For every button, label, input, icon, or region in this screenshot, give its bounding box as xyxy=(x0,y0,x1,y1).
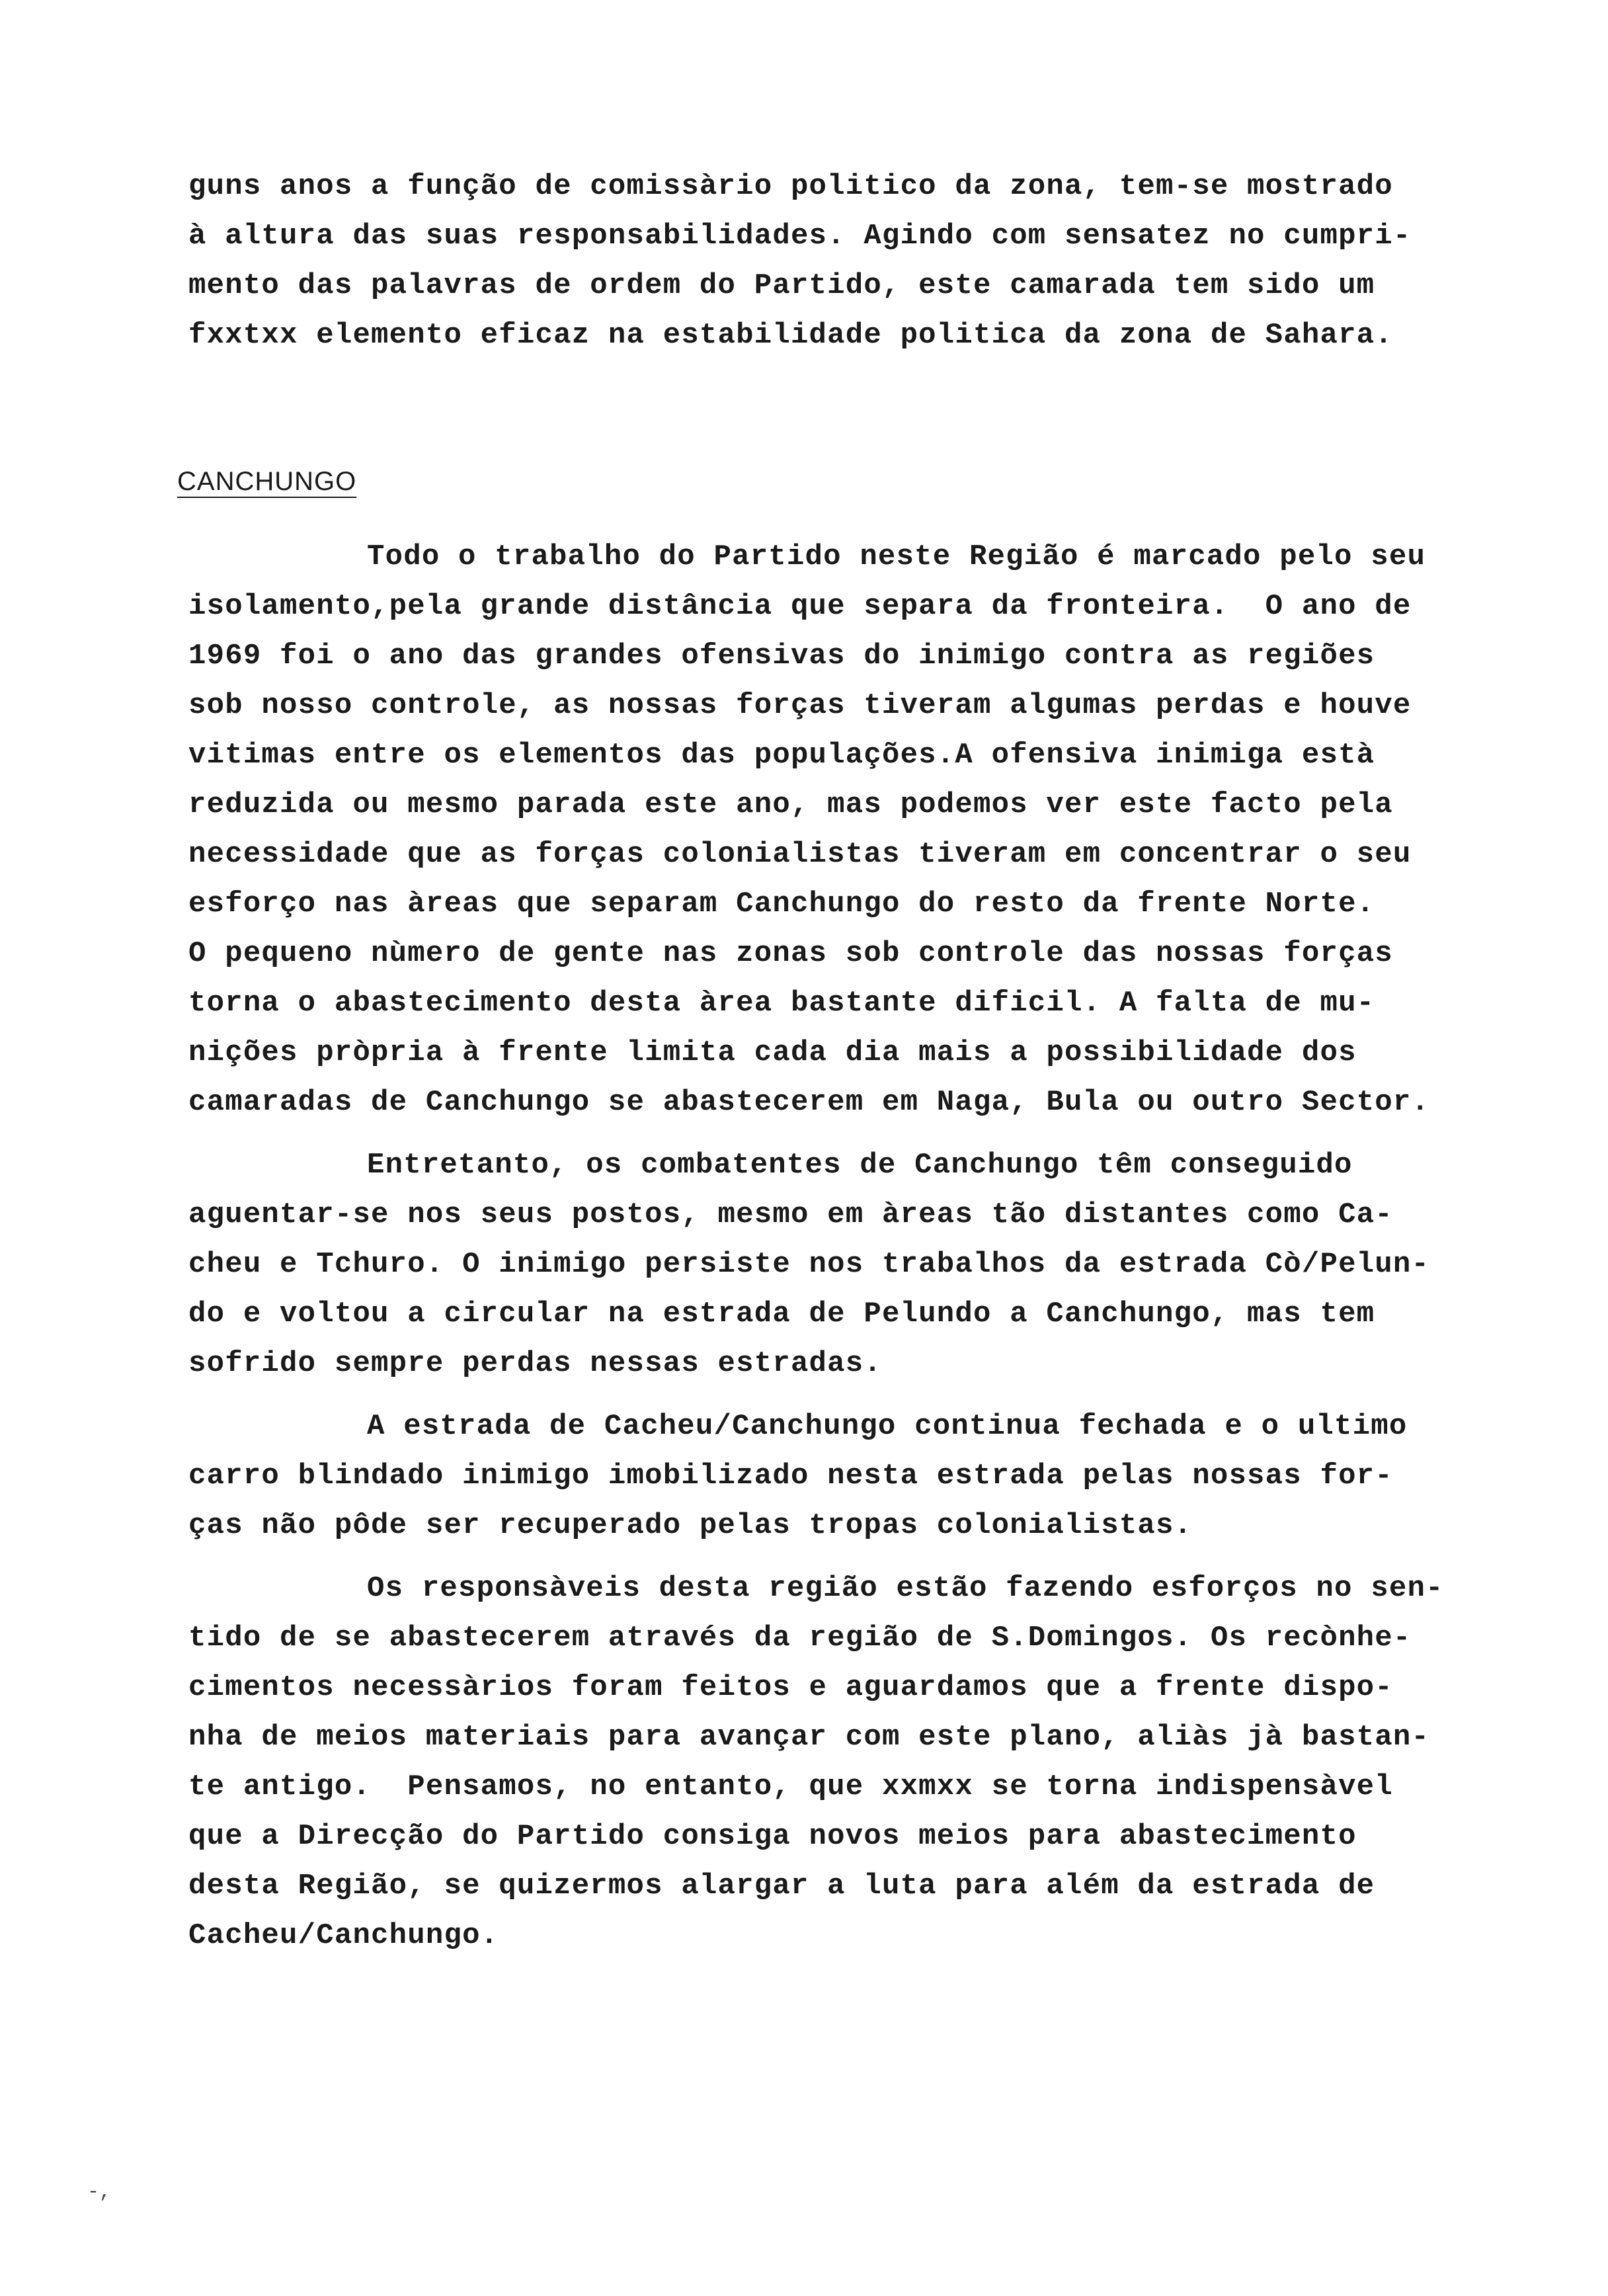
p2-line-11: nições pròpria à frente limita cada dia mais a possibilidade dos xyxy=(188,1036,1357,1069)
p1-line-3: mento das palavras de ordem do Partido, este camarada tem sido um xyxy=(188,269,1375,302)
p3-line-5: sofrido sempre perdas nessas estradas. xyxy=(188,1347,882,1380)
p2-line-8: esforço nas àreas que separam Canchungo do resto da frente Norte. xyxy=(188,887,1375,921)
p5-line-2: tido de se abastecerem através da região de S.Domingos. Os recònhe- xyxy=(188,1621,1412,1655)
p5-line-1: Os responsàveis desta região estão fazendo esforços no sen- xyxy=(367,1572,1444,1605)
p4-line-3: ças não pôde ser recuperado pelas tropas colonialistas. xyxy=(188,1509,1193,1542)
p2-line-4: sob nosso controle, as nossas forças tiveram algumas perdas e houve xyxy=(188,689,1412,722)
p1-line-4: fxxtxx elemento eficaz na estabilidade politica da zona de Sahara. xyxy=(188,319,1393,352)
footer-mark: -, xyxy=(87,2181,112,2203)
p2-line-10: torna o abastecimento desta àrea bastante dificil. A falta de mu- xyxy=(188,987,1375,1020)
section-heading: CANCHUNGO xyxy=(177,467,357,496)
p2-line-9: O pequeno nùmero de gente nas zonas sob controle das nossas forças xyxy=(188,937,1393,970)
p2-line-5: vitimas entre os elementos das populações.A ofensiva inimiga està xyxy=(188,739,1375,772)
p5-line-7: desta Região, se quizermos alargar a luta para além da estrada de xyxy=(188,1869,1375,1903)
p5-line-6: que a Direcção do Partido consiga novos meios para abastecimento xyxy=(188,1820,1357,1853)
p2-line-2: isolamento,pela grande distância que separa da fronteira. O ano de xyxy=(188,590,1412,623)
p5-line-3: cimentos necessàrios foram feitos e aguardamos que a frente dispo- xyxy=(188,1671,1393,1704)
p5-line-4: nha de meios materiais para avançar com este plano, aliàs jà bastan- xyxy=(188,1721,1430,1754)
p3-line-1: Entretanto, os combatentes de Canchungo têm conseguido xyxy=(367,1149,1353,1182)
p5-line-8: Cacheu/Canchungo. xyxy=(188,1919,499,1952)
p2-line-3: 1969 foi o ano das grandes ofensivas do inimigo contra as regiões xyxy=(188,639,1375,673)
p1-line-1: guns anos a função de comissàrio politico da zona, tem-se mostrado xyxy=(188,170,1393,203)
p2-line-7: necessidade que as forças colonialistas tiveram em concentrar o seu xyxy=(188,838,1412,871)
p5-line-5: te antigo. Pensamos, no entanto, que xxmxx se torna indispensàvel xyxy=(188,1770,1393,1803)
p3-line-4: do e voltou a circular na estrada de Pelundo a Canchungo, mas tem xyxy=(188,1297,1375,1331)
p2-line-1: Todo o trabalho do Partido neste Região é marcado pelo seu xyxy=(367,540,1426,573)
p3-line-2: aguentar-se nos seus postos, mesmo em àreas tão distantes como Ca- xyxy=(188,1198,1393,1231)
p4-line-1: A estrada de Cacheu/Canchungo continua fechada e o ultimo xyxy=(367,1410,1408,1443)
p1-line-2: à altura das suas responsabilidades. Agindo com sensatez no cumpri- xyxy=(188,220,1412,253)
p2-line-12: camaradas de Canchungo se abastecerem em Naga, Bula ou outro Sector. xyxy=(188,1086,1430,1119)
p4-line-2: carro blindado inimigo imobilizado nesta estrada pelas nossas for- xyxy=(188,1459,1393,1493)
p2-line-6: reduzida ou mesmo parada este ano, mas podemos ver este facto pela xyxy=(188,788,1393,821)
p3-line-3: cheu e Tchuro. O inimigo persiste nos trabalhos da estrada Cò/Pelun- xyxy=(188,1248,1430,1281)
